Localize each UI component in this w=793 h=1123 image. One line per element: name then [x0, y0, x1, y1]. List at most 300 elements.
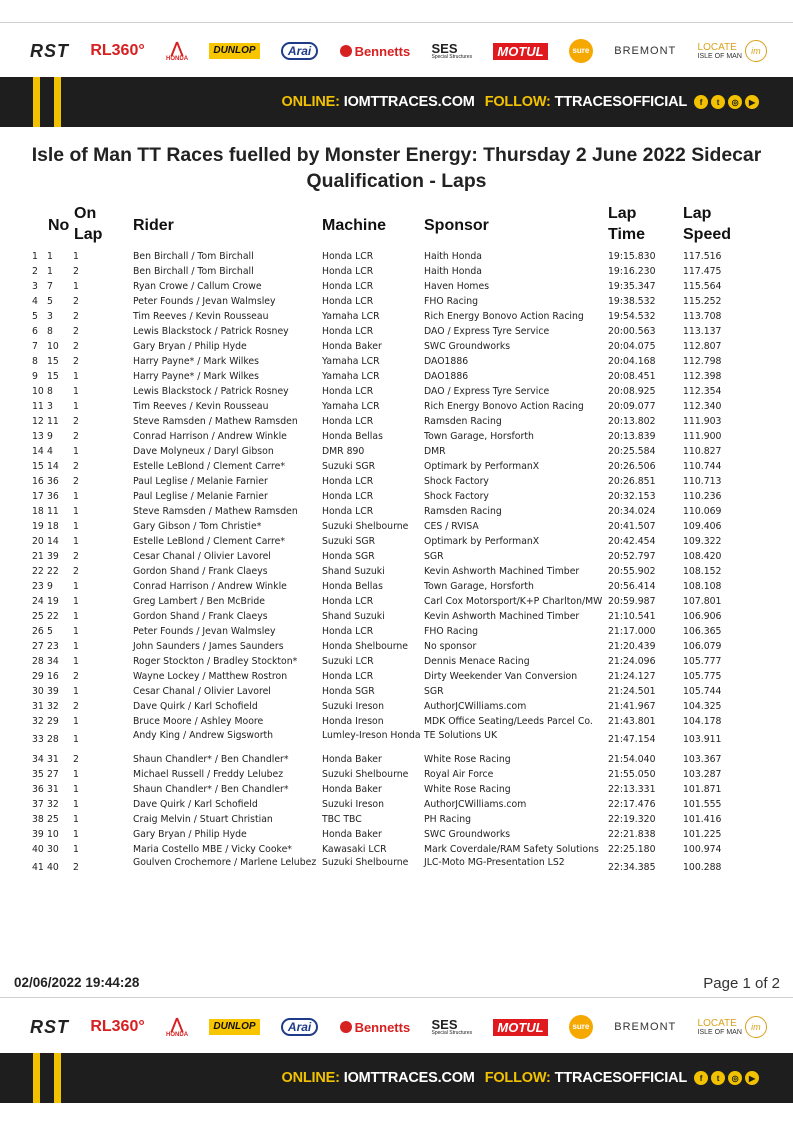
on-lap-cell: 1 — [73, 506, 79, 517]
race-number-cell: 5 — [47, 296, 53, 307]
table-row — [0, 249, 793, 264]
machine-cell: Honda LCR — [322, 491, 374, 502]
race-number-cell: 36 — [47, 476, 59, 487]
on-lap-cell: 2 — [73, 701, 79, 712]
position-cell: 12 — [32, 416, 44, 427]
lap-time-cell: 21:20.439 — [608, 641, 656, 652]
ses-logo: SES Special Structures — [431, 41, 473, 60]
table-row — [0, 504, 793, 519]
ses-logo: SES Special Structures — [431, 1017, 473, 1036]
rider-cell: Gordon Shand / Frank Claeys — [133, 611, 268, 622]
lap-time-cell: 19:54.532 — [608, 311, 656, 322]
twitter-icon[interactable]: t — [711, 95, 725, 109]
rl360-logo: RL360° — [90, 1018, 145, 1035]
race-number-cell: 15 — [47, 356, 59, 367]
sponsor-cell: Kevin Ashworth Machined Timber — [424, 566, 580, 577]
sure-logo: sure — [569, 39, 593, 63]
sponsor-cell: Ramsden Racing — [424, 416, 502, 427]
position-cell: 27 — [32, 641, 44, 652]
race-number-cell: 3 — [47, 401, 53, 412]
lap-time-cell: 20:04.168 — [608, 356, 656, 367]
race-number-cell: 14 — [47, 536, 59, 547]
on-lap-cell: 2 — [73, 566, 79, 577]
position-cell: 37 — [32, 798, 44, 810]
lap-time-cell: 19:38.532 — [608, 296, 656, 307]
footer-banner — [0, 1053, 793, 1103]
position-cell: 21 — [32, 551, 44, 562]
machine-cell: Honda LCR — [322, 506, 374, 517]
position-cell: 14 — [32, 446, 44, 457]
yellow-stripe — [54, 77, 61, 127]
lap-speed-cell: 110.744 — [683, 461, 722, 472]
position-cell: 11 — [32, 401, 44, 412]
sponsor-cell: AuthorJCWilliams.com — [424, 798, 527, 810]
lap-speed-cell: 101.871 — [683, 783, 722, 795]
on-lap-cell: 2 — [73, 341, 79, 352]
sponsor-cell: White Rose Racing — [424, 783, 511, 795]
rider-cell: John Saunders / James Saunders — [133, 641, 284, 652]
follow-label: FOLLOW: — [484, 1070, 551, 1086]
online-label: ONLINE: — [281, 94, 340, 110]
website-link[interactable]: IOMTTRACES.COM — [343, 94, 475, 110]
machine-cell: Shand Suzuki — [322, 611, 385, 622]
sponsor-cell: Carl Cox Motorsport/K+P Charlton/MW — [424, 596, 603, 607]
rider-cell: Conrad Harrison / Andrew Winkle — [133, 431, 287, 442]
rider-cell: Lewis Blackstock / Patrick Rosney — [133, 326, 289, 337]
on-lap-cell: 1 — [73, 626, 79, 637]
race-number-cell: 11 — [47, 506, 59, 517]
page-title: Isle of Man TT Races fuelled by Monster Energy: Thursday 2 June 2022 Sidecar Qualification - Laps — [31, 144, 762, 192]
race-number-cell: 10 — [47, 828, 59, 840]
results-table — [0, 249, 793, 879]
lap-speed-cell: 115.252 — [683, 296, 722, 307]
on-lap-cell: 2 — [73, 311, 79, 322]
yellow-stripe — [54, 1053, 61, 1103]
table-row — [0, 827, 793, 842]
lap-speed-cell: 110.713 — [683, 476, 722, 487]
lap-speed-cell: 117.475 — [683, 266, 722, 277]
sponsor-cell: No sponsor — [424, 641, 477, 652]
sponsor-cell: DAO / Express Tyre Service — [424, 326, 550, 337]
table-row — [0, 782, 793, 797]
race-number-cell: 8 — [47, 326, 53, 337]
sponsor-cell: Ramsden Racing — [424, 506, 502, 517]
sponsor-cell: Dennis Menace Racing — [424, 656, 530, 667]
position-cell: 26 — [32, 626, 44, 637]
sponsor-cell: MDK Office Seating/Leeds Parcel Co. — [424, 716, 593, 727]
on-lap-cell: 1 — [73, 611, 79, 622]
race-number-cell: 31 — [47, 753, 59, 765]
machine-cell: Suzuki SGR — [322, 536, 376, 547]
yellow-stripe — [33, 1053, 40, 1103]
sponsor-cell: Optimark by PerformanX — [424, 461, 540, 472]
race-number-cell: 18 — [47, 521, 59, 532]
on-lap-cell: 1 — [73, 281, 79, 292]
position-cell: 20 — [32, 536, 44, 547]
lap-time-cell: 21:10.541 — [608, 611, 656, 622]
on-lap-cell: 1 — [73, 446, 79, 457]
bennetts-logo: Bennetts — [340, 1021, 411, 1034]
machine-cell: Lumley-Ireson Honda — [322, 729, 421, 741]
rider-cell: Gordon Shand / Frank Claeys — [133, 566, 268, 577]
lap-speed-cell: 113.708 — [683, 311, 722, 322]
lap-time-cell: 20:08.451 — [608, 371, 656, 382]
on-lap-cell: 1 — [73, 521, 79, 532]
rider-cell: Ben Birchall / Tom Birchall — [133, 251, 254, 262]
rider-cell: Ben Birchall / Tom Birchall — [133, 266, 254, 277]
sponsor-cell: DAO1886 — [424, 371, 469, 382]
rider-cell: Steve Ramsden / Mathew Ramsden — [133, 506, 298, 517]
table-row — [0, 624, 793, 639]
lap-speed-cell: 105.777 — [683, 656, 722, 667]
rst-logo: RST — [30, 1017, 69, 1037]
lap-speed-cell: 108.108 — [683, 581, 722, 592]
header-sponsor: Sponsor — [424, 217, 489, 234]
rider-cell: Wayne Lockey / Matthew Rostron — [133, 671, 288, 682]
sponsor-cell: SGR — [424, 686, 444, 697]
sponsor-strip-bottom — [0, 1002, 793, 1052]
website-link[interactable]: IOMTTRACES.COM — [343, 1070, 475, 1086]
machine-cell: Honda Bellas — [322, 581, 383, 592]
yellow-stripe — [33, 77, 40, 127]
lap-time-cell: 21:24.501 — [608, 686, 656, 697]
table-row — [0, 354, 793, 369]
lap-speed-cell: 105.744 — [683, 686, 722, 697]
rider-cell: Bruce Moore / Ashley Moore — [133, 716, 264, 727]
table-row — [0, 279, 793, 294]
position-cell: 38 — [32, 813, 44, 825]
on-lap-cell: 1 — [73, 641, 79, 652]
honda-logo: ⋀ HONDA — [166, 39, 189, 62]
lap-speed-cell: 112.807 — [683, 341, 722, 352]
bennetts-mark-icon — [340, 1021, 352, 1033]
table-row — [0, 384, 793, 399]
race-number-cell: 40 — [47, 861, 59, 873]
lap-time-cell: 22:25.180 — [608, 843, 656, 855]
lap-time-cell: 20:13.839 — [608, 431, 656, 442]
on-lap-cell: 2 — [73, 296, 79, 307]
bremont-logo: BREMONT — [614, 1020, 677, 1033]
lap-time-cell: 21:17.000 — [608, 626, 656, 637]
position-cell: 31 — [32, 701, 44, 712]
sponsor-cell: Haven Homes — [424, 281, 490, 292]
position-cell: 3 — [32, 281, 38, 292]
sponsor-cell: Town Garage, Horsforth — [424, 431, 534, 442]
rider-cell: Steve Ramsden / Mathew Ramsden — [133, 416, 298, 427]
on-lap-cell: 2 — [73, 356, 79, 367]
position-cell: 17 — [32, 491, 44, 502]
rider-cell: Estelle LeBlond / Clement Carre* — [133, 536, 286, 547]
sponsor-cell: Dirty Weekender Van Conversion — [424, 671, 578, 682]
banner-links — [282, 77, 759, 127]
race-number-cell: 8 — [47, 386, 53, 397]
sponsor-cell: SWC Groundworks — [424, 828, 511, 840]
table-row — [0, 654, 793, 669]
machine-cell: Honda LCR — [322, 596, 374, 607]
machine-cell: Honda LCR — [322, 476, 374, 487]
sponsor-strip-top — [0, 26, 793, 76]
machine-cell: Honda Bellas — [322, 431, 383, 442]
position-cell: 41 — [32, 861, 44, 873]
lap-time-cell: 20:42.454 — [608, 536, 656, 547]
table-row — [0, 414, 793, 429]
machine-cell: Honda LCR — [322, 281, 374, 292]
race-number-cell: 28 — [47, 734, 59, 745]
lap-time-cell: 20:09.077 — [608, 401, 656, 412]
lap-time-cell: 20:55.902 — [608, 566, 656, 577]
table-row — [0, 429, 793, 444]
youtube-icon[interactable]: ▶ — [745, 95, 759, 109]
motul-logo: MOTUL — [493, 43, 547, 60]
on-lap-cell: 1 — [73, 813, 79, 825]
position-cell: 33 — [32, 734, 44, 745]
position-cell: 40 — [32, 843, 44, 855]
position-cell: 39 — [32, 828, 44, 840]
race-number-cell: 22 — [47, 566, 59, 577]
race-number-cell: 4 — [47, 446, 53, 457]
sponsor-cell: Shock Factory — [424, 476, 489, 487]
table-row — [0, 812, 793, 827]
rider-cell: Tim Reeves / Kevin Rousseau — [133, 401, 269, 412]
lap-speed-cell: 110.827 — [683, 446, 722, 457]
arai-logo: Arai — [281, 42, 318, 60]
bremont-logo: BREMONT — [614, 44, 677, 57]
lap-time-cell: 19:35.347 — [608, 281, 656, 292]
on-lap-cell: 1 — [73, 491, 79, 502]
rl360-logo: RL360° — [90, 42, 145, 59]
rider-cell: Peter Founds / Jevan Walmsley — [133, 296, 276, 307]
table-row — [0, 294, 793, 309]
on-lap-cell: 1 — [73, 536, 79, 547]
locate-logo: LOCATE ISLE OF MAN im — [698, 40, 767, 62]
lap-time-cell: 22:13.331 — [608, 783, 656, 795]
machine-cell: Suzuki Ireson — [322, 798, 384, 810]
sponsor-cell: FHO Racing — [424, 296, 479, 307]
lap-speed-cell: 113.137 — [683, 326, 722, 337]
rider-cell: Maria Costello MBE / Vicky Cooke* — [133, 843, 292, 855]
follow-label: FOLLOW: — [484, 94, 551, 110]
lap-speed-cell: 107.801 — [683, 596, 722, 607]
machine-cell: Kawasaki LCR — [322, 843, 387, 855]
race-number-cell: 23 — [47, 641, 59, 652]
machine-cell: Honda Shelbourne — [322, 641, 408, 652]
race-number-cell: 5 — [47, 626, 53, 637]
sponsor-cell: DAO / Express Tyre Service — [424, 386, 550, 397]
lap-time-cell: 22:19.320 — [608, 813, 656, 825]
header-machine: Machine — [322, 217, 387, 234]
sponsor-cell: TE Solutions UK — [424, 729, 498, 741]
machine-cell: Honda LCR — [322, 386, 374, 397]
lap-speed-cell: 100.974 — [683, 843, 722, 855]
lap-speed-cell: 106.906 — [683, 611, 722, 622]
lap-time-cell: 20:25.584 — [608, 446, 656, 457]
rider-cell: Lewis Blackstock / Patrick Rosney — [133, 386, 289, 397]
rider-cell: Gary Bryan / Philip Hyde — [133, 828, 247, 840]
sure-logo: sure — [569, 1015, 593, 1039]
rider-cell: Dave Quirk / Karl Schofield — [133, 701, 258, 712]
lap-speed-cell: 103.911 — [683, 734, 722, 745]
sponsor-cell: PH Racing — [424, 813, 471, 825]
position-cell: 23 — [32, 581, 44, 592]
position-cell: 18 — [32, 506, 44, 517]
on-lap-cell: 2 — [73, 266, 79, 277]
race-number-cell: 29 — [47, 716, 59, 727]
lap-time-cell: 21:55.050 — [608, 768, 656, 780]
machine-cell: TBC TBC — [322, 813, 362, 825]
on-lap-cell: 1 — [73, 798, 79, 810]
race-number-cell: 39 — [47, 686, 59, 697]
lap-speed-cell: 112.398 — [683, 371, 722, 382]
machine-cell: Honda SGR — [322, 686, 375, 697]
sponsor-cell: SWC Groundworks — [424, 341, 511, 352]
facebook-icon[interactable]: f — [694, 95, 708, 109]
rider-cell: Shaun Chandler* / Ben Chandler* — [133, 783, 289, 795]
table-row — [0, 339, 793, 354]
instagram-icon[interactable]: ◎ — [728, 1071, 742, 1085]
social-handle[interactable]: TTRACESOFFICIAL — [554, 94, 687, 110]
position-cell: 30 — [32, 686, 44, 697]
table-row — [0, 264, 793, 279]
table-row — [0, 309, 793, 324]
locate-badge-icon: im — [745, 40, 767, 62]
lap-speed-cell: 109.406 — [683, 521, 722, 532]
sponsor-cell: SGR — [424, 551, 444, 562]
on-lap-cell: 1 — [73, 734, 79, 745]
lap-time-cell: 21:24.127 — [608, 671, 656, 682]
lap-speed-cell: 108.420 — [683, 551, 722, 562]
lap-speed-cell: 111.903 — [683, 416, 722, 427]
table-row — [0, 369, 793, 384]
machine-cell: Suzuki Shelbourne — [322, 768, 409, 780]
position-cell: 4 — [32, 296, 38, 307]
bennetts-logo: Bennetts — [340, 45, 411, 58]
machine-cell: Honda LCR — [322, 671, 374, 682]
lap-time-cell: 20:41.507 — [608, 521, 656, 532]
lap-time-cell: 22:34.385 — [608, 861, 656, 873]
rider-cell: Harry Payne* / Mark Wilkes — [133, 356, 259, 367]
rider-cell: Goulven Crochemore / Marlene Lelubez — [133, 857, 317, 868]
position-cell: 32 — [32, 716, 44, 727]
machine-cell: Honda Baker — [322, 341, 382, 352]
facebook-icon[interactable]: f — [694, 1071, 708, 1085]
bottom-divider — [0, 997, 793, 998]
machine-cell: Yamaha LCR — [322, 311, 380, 322]
position-cell: 24 — [32, 596, 44, 607]
lap-time-cell: 20:59.987 — [608, 596, 656, 607]
position-cell: 36 — [32, 783, 44, 795]
lap-time-cell: 19:16.230 — [608, 266, 656, 277]
table-row — [0, 609, 793, 624]
race-number-cell: 32 — [47, 798, 59, 810]
race-number-cell: 7 — [47, 281, 53, 292]
lap-time-cell: 21:47.154 — [608, 734, 656, 745]
machine-cell: Suzuki SGR — [322, 461, 376, 472]
machine-cell: Suzuki LCR — [322, 656, 374, 667]
lap-speed-cell: 112.354 — [683, 386, 722, 397]
honda-logo: ⋀ HONDA — [166, 1015, 189, 1038]
social-handle[interactable]: TTRACESOFFICIAL — [554, 1070, 687, 1086]
lap-speed-cell: 101.416 — [683, 813, 722, 825]
table-row — [0, 767, 793, 782]
race-number-cell: 22 — [47, 611, 59, 622]
youtube-icon[interactable]: ▶ — [745, 1071, 759, 1085]
lap-time-cell: 20:08.925 — [608, 386, 656, 397]
race-number-cell: 34 — [47, 656, 59, 667]
table-row — [0, 444, 793, 459]
race-number-cell: 15 — [47, 371, 59, 382]
sponsor-cell: Rich Energy Bonovo Action Racing — [424, 311, 584, 322]
position-cell: 28 — [32, 656, 44, 667]
on-lap-cell: 2 — [73, 861, 79, 873]
rider-cell: Dave Molyneux / Daryl Gibson — [133, 446, 274, 457]
header-lap-time: Lap Time — [608, 205, 646, 243]
on-lap-cell: 2 — [73, 431, 79, 442]
header-no: No — [48, 217, 70, 234]
lap-speed-cell: 117.516 — [683, 251, 722, 262]
print-timestamp: 02/06/2022 19:44:28 — [14, 975, 140, 990]
table-row — [0, 594, 793, 609]
lap-speed-cell: 101.225 — [683, 828, 722, 840]
online-label: ONLINE: — [281, 1070, 340, 1086]
sponsor-cell: Optimark by PerformanX — [424, 536, 540, 547]
position-cell: 35 — [32, 768, 44, 780]
on-lap-cell: 1 — [73, 251, 79, 262]
table-row — [0, 489, 793, 504]
lap-speed-cell: 111.900 — [683, 431, 722, 442]
sponsor-cell: Rich Energy Bonovo Action Racing — [424, 401, 584, 412]
machine-cell: Suzuki Ireson — [322, 701, 384, 712]
lap-time-cell: 21:54.040 — [608, 753, 656, 765]
machine-cell: Yamaha LCR — [322, 371, 380, 382]
on-lap-cell: 2 — [73, 476, 79, 487]
machine-cell: DMR 890 — [322, 446, 365, 457]
race-number-cell: 30 — [47, 843, 59, 855]
lap-speed-cell: 106.365 — [683, 626, 722, 637]
locate-logo: LOCATE ISLE OF MAN im — [698, 1016, 767, 1038]
lap-time-cell: 20:00.563 — [608, 326, 656, 337]
machine-cell: Yamaha LCR — [322, 401, 380, 412]
sponsor-cell: CES / RVISA — [424, 521, 479, 532]
on-lap-cell: 1 — [73, 371, 79, 382]
twitter-icon[interactable]: t — [711, 1071, 725, 1085]
race-number-cell: 39 — [47, 551, 59, 562]
position-cell: 5 — [32, 311, 38, 322]
on-lap-cell: 2 — [73, 461, 79, 472]
table-row — [0, 857, 793, 880]
lap-speed-cell: 110.069 — [683, 506, 722, 517]
rider-cell: Andy King / Andrew Sigsworth — [133, 729, 274, 741]
race-number-cell: 32 — [47, 701, 59, 712]
rider-cell: Peter Founds / Jevan Walmsley — [133, 626, 276, 637]
honda-wing-icon: ⋀ — [170, 39, 184, 57]
table-row — [0, 474, 793, 489]
rider-cell: Shaun Chandler* / Ben Chandler* — [133, 753, 289, 765]
rider-cell: Roger Stockton / Bradley Stockton* — [133, 656, 298, 667]
rider-cell: Estelle LeBlond / Clement Carre* — [133, 461, 286, 472]
race-number-cell: 27 — [47, 768, 59, 780]
machine-cell: Honda LCR — [322, 416, 374, 427]
table-row — [0, 684, 793, 699]
lap-speed-cell: 104.178 — [683, 716, 722, 727]
race-number-cell: 3 — [47, 311, 53, 322]
race-number-cell: 25 — [47, 813, 59, 825]
header-rider: Rider — [133, 217, 174, 234]
rider-cell: Dave Quirk / Karl Schofield — [133, 798, 258, 810]
machine-cell: Honda LCR — [322, 626, 374, 637]
dunlop-logo: DUNLOP — [209, 1019, 259, 1035]
instagram-icon[interactable]: ◎ — [728, 95, 742, 109]
position-cell: 19 — [32, 521, 44, 532]
